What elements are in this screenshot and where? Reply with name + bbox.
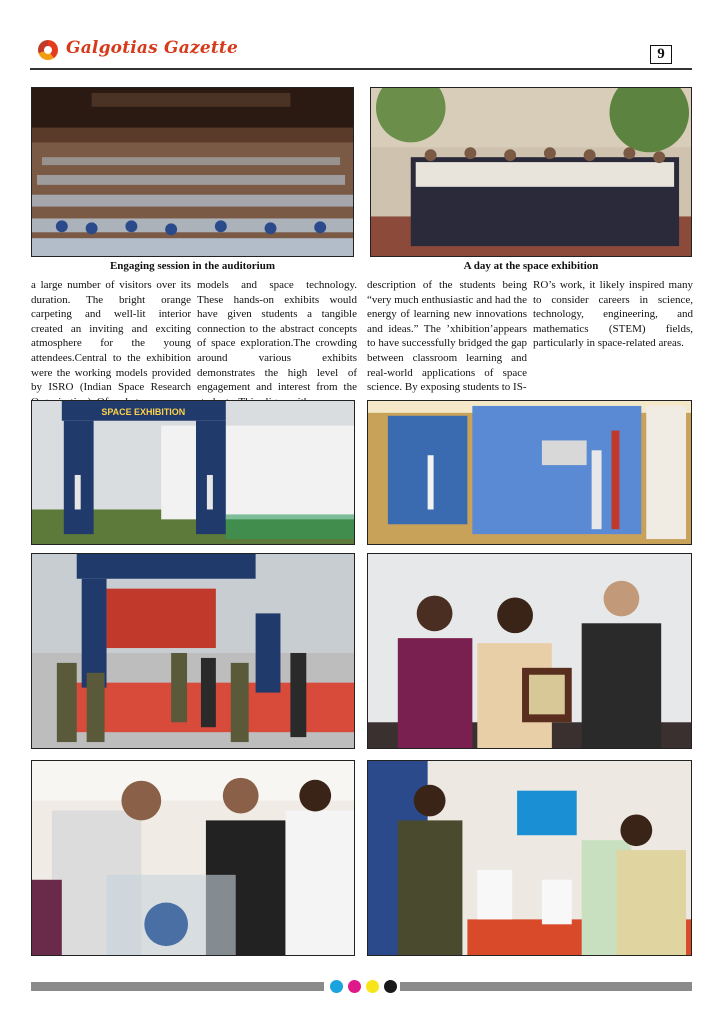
header-rule bbox=[30, 68, 692, 70]
photo-group-exhibition bbox=[370, 87, 692, 257]
caption-auditorium: Engaging session in the auditorium bbox=[109, 260, 276, 272]
gazette-title: Galgotias Gazette bbox=[66, 38, 238, 58]
footer-bar-right bbox=[400, 982, 692, 991]
yellow-registration-dot bbox=[366, 980, 379, 993]
article-column-3: description of the students being “very much enthusiastic and had the energy of learning new innovations and ideas.” The ’xhibition’appears to have successfully bridged the gap between classroom learning and real-world applications of space science. By exposing students to IS- bbox=[367, 279, 527, 394]
black-registration-dot bbox=[384, 980, 397, 993]
photo-award-presentation bbox=[367, 553, 692, 749]
photo-students-displays bbox=[367, 760, 692, 956]
magenta-registration-dot bbox=[348, 980, 361, 993]
photo-exhibition-entrance bbox=[31, 400, 355, 545]
photo-globe-exhibit bbox=[31, 760, 355, 956]
article-column-4: RO’s work, it likely inspired many to consider careers in science, technology, engineering, and mathematics (STEM) fields, particularly in space-related areas. bbox=[533, 279, 693, 350]
cyan-registration-dot bbox=[330, 980, 343, 993]
footer-bar-left bbox=[31, 982, 324, 991]
photo-inauguration bbox=[31, 553, 355, 749]
caption-exhibition: A day at the space exhibition bbox=[463, 260, 599, 272]
article-column-2: models and space technology. These hands-on exhibits would have given students a tangible connection to the abstract concepts of space exploration.The crowding around various exhibits demonstrates the high level of engagement and interest from the bbox=[197, 279, 357, 394]
photo-rocket-models bbox=[367, 400, 692, 545]
banner-title: SPACE EXHIBITION bbox=[101, 406, 186, 417]
photo-auditorium bbox=[31, 87, 354, 257]
gazette-logo-icon bbox=[38, 40, 58, 60]
page-number: 9 bbox=[650, 45, 672, 64]
article-column-1: a large number of visitors over its duration. The bright orange carpeting and well-lit interior created an inviting and exciting atmosphere for the young attendees.Central to the exhibition were the working models provided by ISRO (Indian Space Research bbox=[31, 279, 191, 394]
